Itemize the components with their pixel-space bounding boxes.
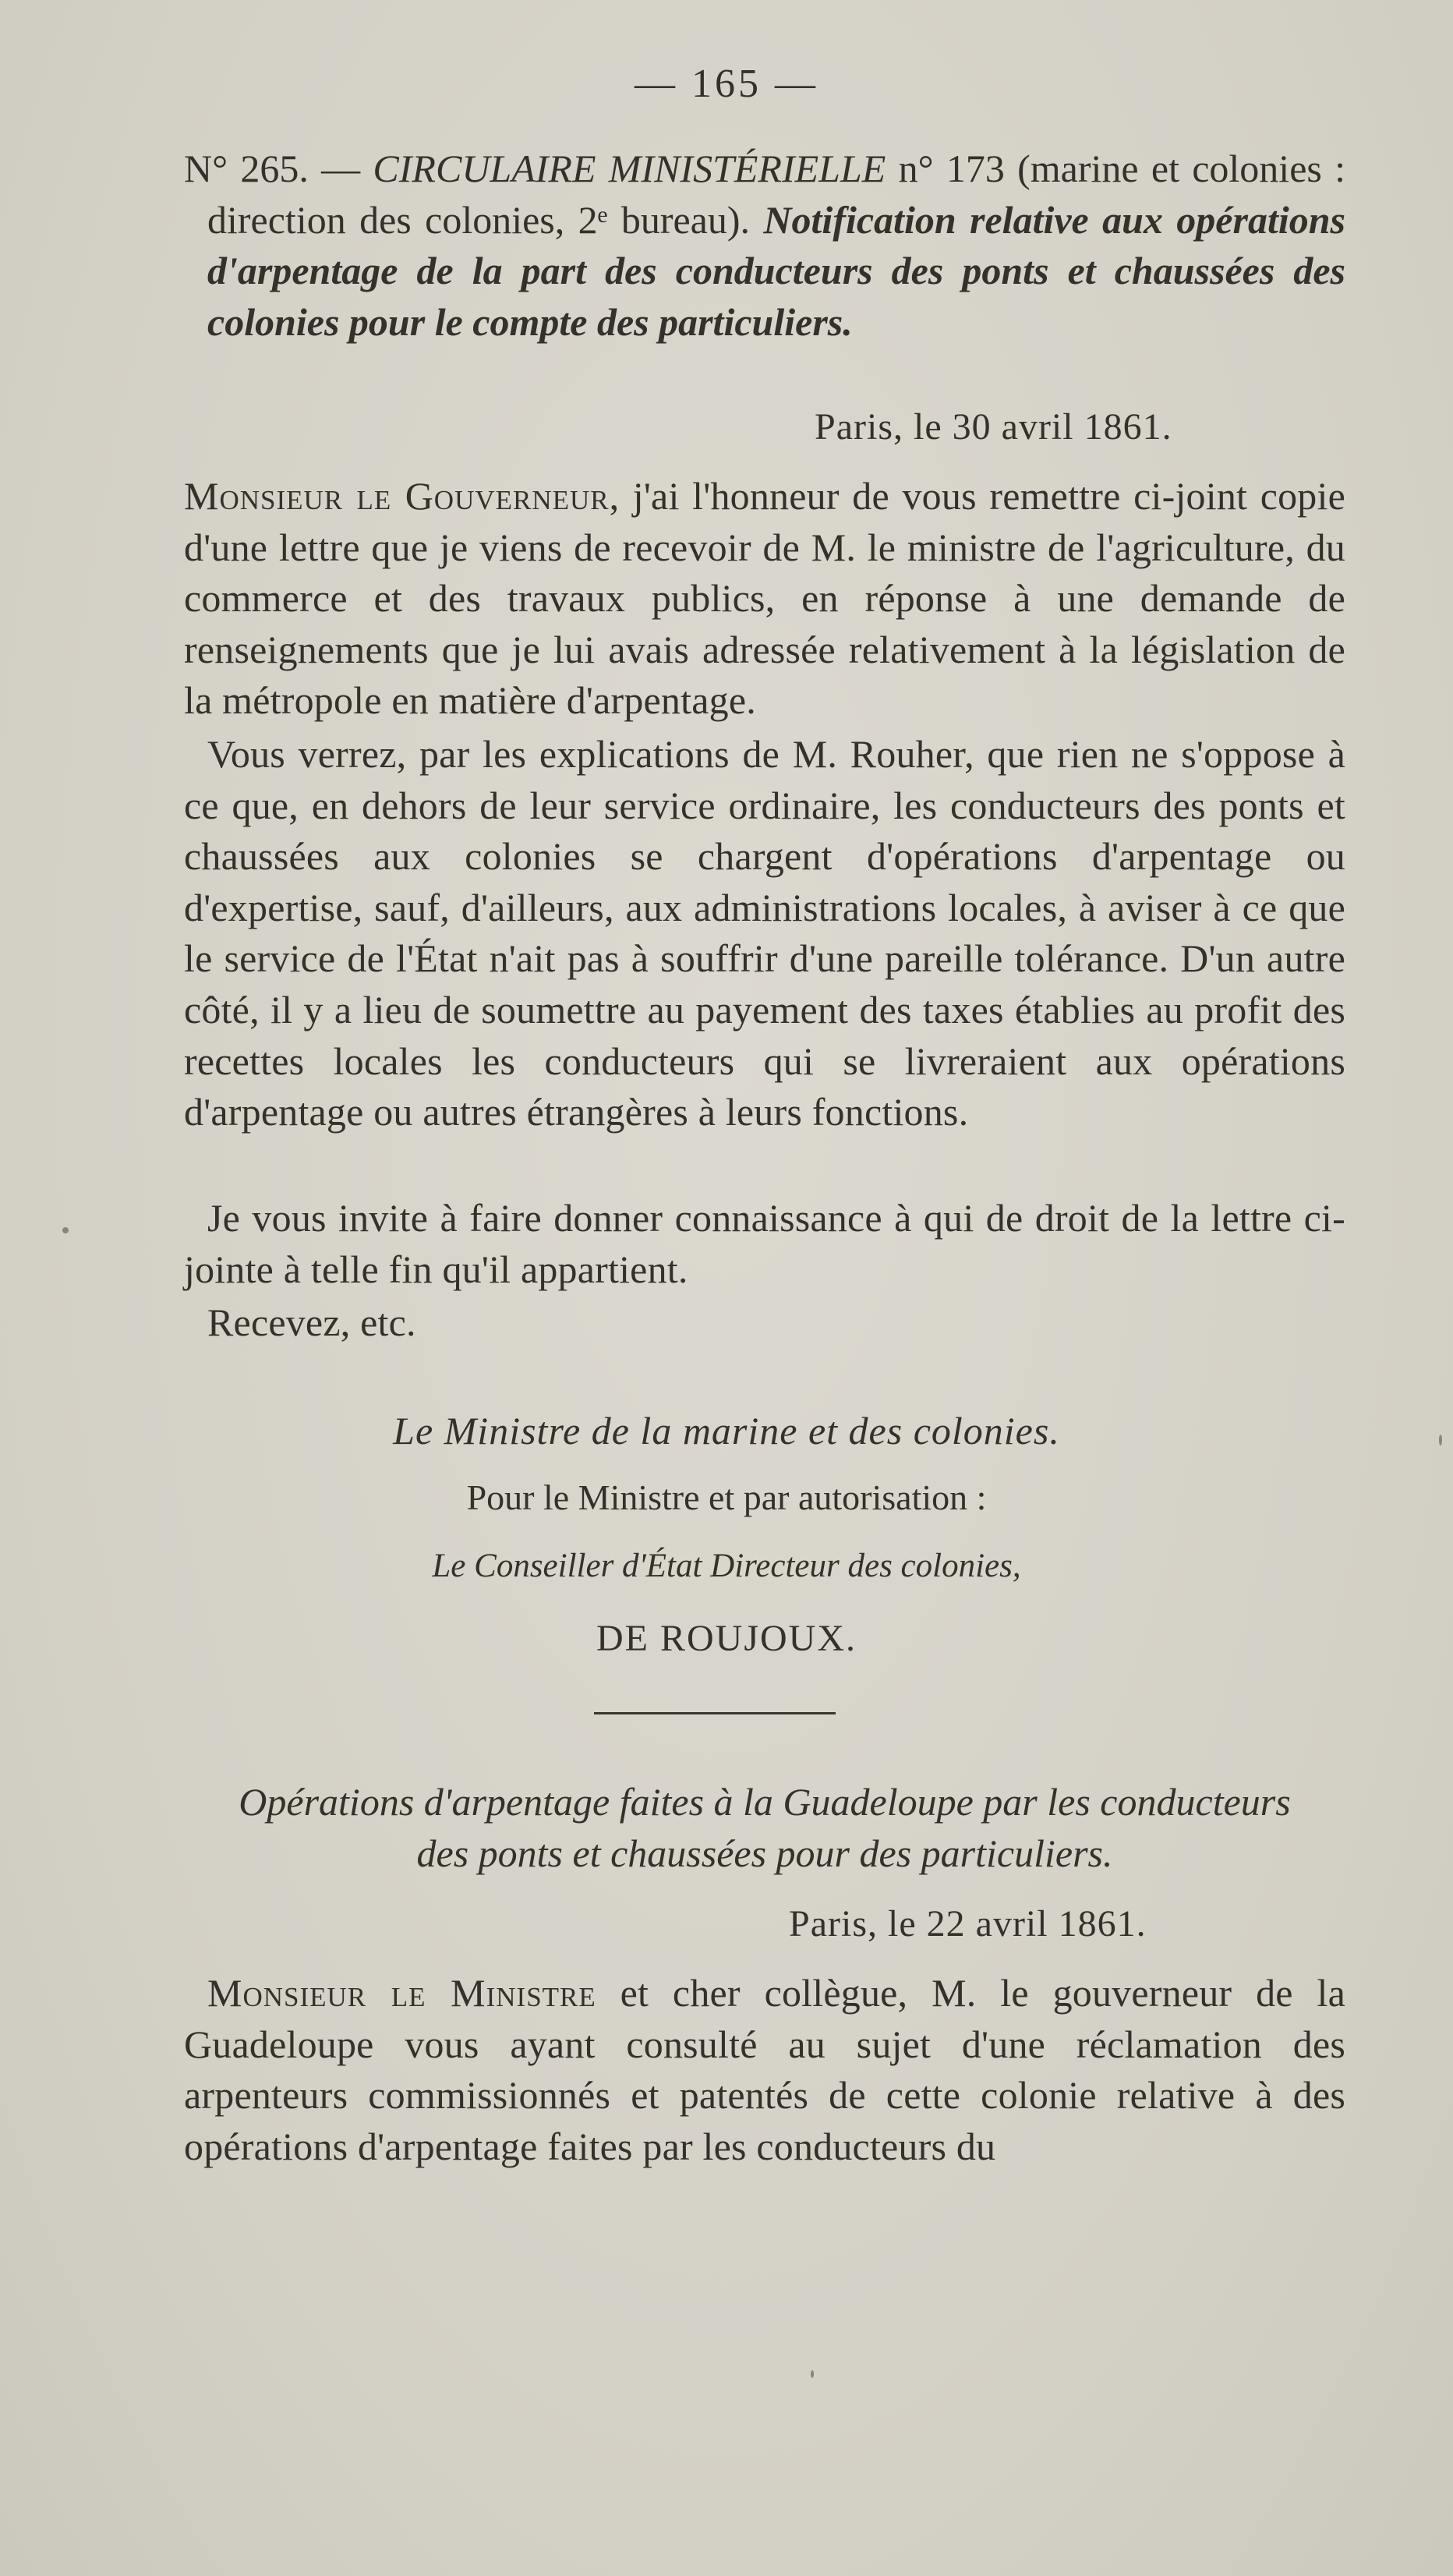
circular-date: Paris, le 30 avril 1861.: [815, 406, 1172, 448]
circular-subject: Notification relative aux opérations d'arpentage de la part des conducteurs des ponts et chaussées des colonies pour le compte des particuliers.: [207, 197, 1346, 344]
section-divider: [594, 1712, 836, 1714]
paper-speck: [1439, 1435, 1442, 1445]
letter-paragraph-1: [184, 1968, 1345, 2172]
circular-number: N° 265.: [184, 147, 309, 190]
paper-speck: [811, 2370, 814, 2378]
circular-paragraph-1: [184, 471, 1345, 727]
signature-authorization: Pour le Ministre et par autorisation :: [466, 1477, 987, 1517]
circular-title: CIRCULAIRE MINISTÉRIELLE: [373, 147, 886, 190]
circular-salutation: Monsieur le Gouverneur,: [184, 474, 620, 518]
signature-title: Le Conseiller d'État Directeur des colonies,: [432, 1548, 1021, 1584]
circular-reference: n° 173 (marine et colonies : direction des colonies, 2ᵉ bureau).: [207, 147, 1346, 242]
letter-title-line-2: des ponts et chaussées pour des particuliers.: [416, 1831, 1113, 1875]
page-number: — 165 —: [635, 62, 818, 106]
paper-speck: [62, 1227, 69, 1233]
letter-salutation: Monsieur le Ministre: [207, 1971, 596, 2015]
circular-paragraph-3: Je vous invite à faire donner connaissance à qui de droit de la lettre ci-jointe à telle fin qu'il appartient.: [184, 1196, 1345, 1291]
circular-heading: N° 265. — CIRCULAIRE MINISTÉRIELLE n° 173 (marine et colonies : direction des colonies, 2ᵉ bureau). Notification relative aux opérations d'arpentage de la part des conducteurs des ponts et chaussées des colonies pour le compte des particuliers.: [184, 147, 1346, 344]
signature-minister: Le Ministre de la marine et des colonies.: [393, 1409, 1060, 1453]
letter-date: Paris, le 22 avril 1861.: [789, 1903, 1147, 1944]
circular-paragraph-1-text: j'ai l'honneur de vous remettre ci-joint copie d'une lettre que je viens de recevoir de M. le ministre de l'agriculture, du commerce et des travaux publics, en réponse à une demande de renseignements que je lui avais adressée relativement à la législation de la métropole en matière d'arpentage.: [184, 474, 1345, 723]
letter-paragraph-1-text: et cher collègue, M. le gouverneur de la Guadeloupe vous ayant consulté au sujet d'une réclamation des arpenteurs commissionnés et patentés de cette colonie relative à des opérations d'arpentage faites par les conducteurs du: [184, 1971, 1346, 2168]
circular-paragraph-2: Vous verrez, par les explications de M. Rouher, que rien ne s'oppose à ce que, en dehors de leur service ordinaire, les conducteurs des ponts et chaussées aux colonies se chargent d'opérations d'arpentage ou d'expertise, sauf, d'ailleurs, aux administrations locales, à aviser à ce que le service de l'État n'ait pas à souffrir d'une pareille tolérance. D'un autre côté, il y a lieu de soumettre au payement des taxes établies au profit des recettes locales les conducteurs qui se livreraient aux opérations d'arpentage ou autres étrangères à leurs fonctions.: [184, 732, 1345, 1134]
letter-title-line-1: Opérations d'arpentage faites à la Guadeloupe par les conducteurs: [239, 1780, 1291, 1824]
signature-name: DE ROUJOUX.: [596, 1618, 857, 1659]
circular-closing: Recevez, etc.: [207, 1300, 416, 1344]
